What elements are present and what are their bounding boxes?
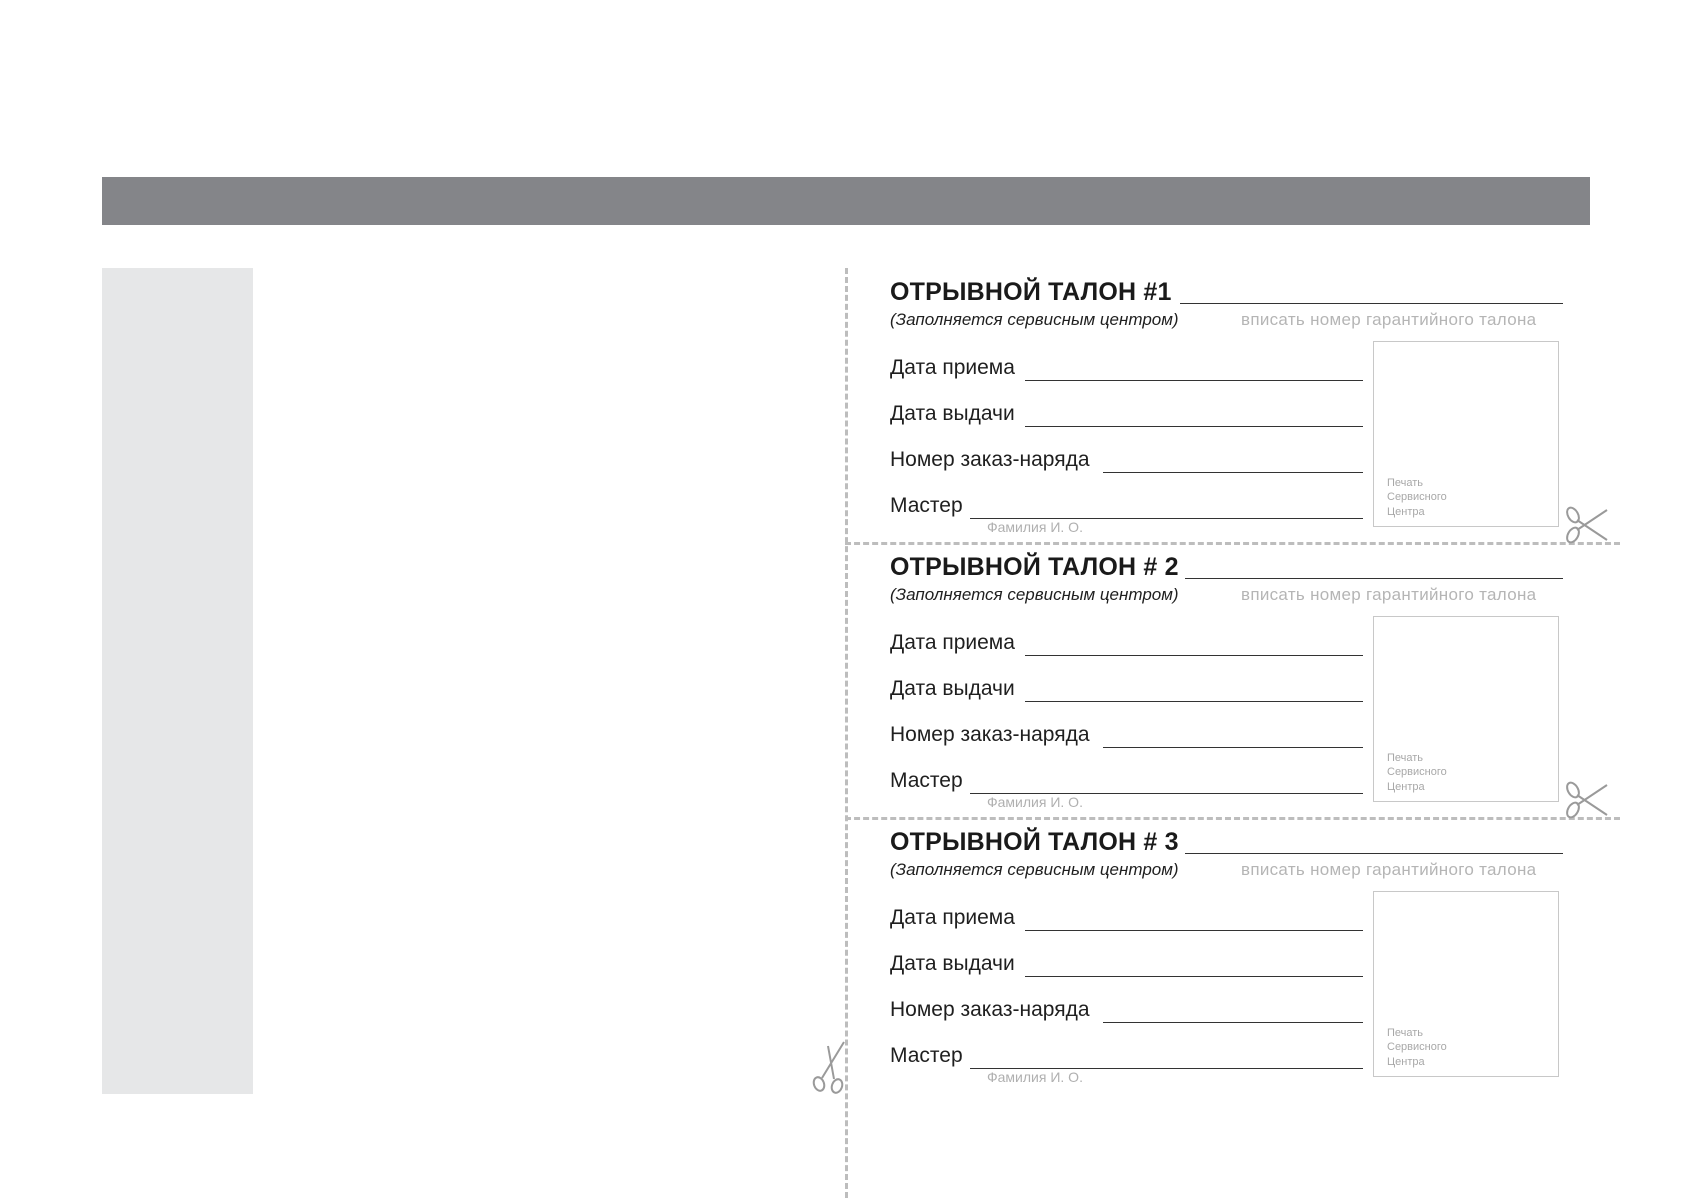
issued-date-field[interactable]	[1025, 701, 1363, 702]
received-date-label: Дата приема	[890, 906, 1015, 929]
side-panel	[102, 268, 253, 1094]
order-number-field[interactable]	[1103, 747, 1363, 748]
master-name-hint: Фамилия И. О.	[987, 519, 1083, 535]
received-date-field[interactable]	[1025, 930, 1363, 931]
issued-date-field[interactable]	[1025, 976, 1363, 977]
coupon-title: ОТРЫВНОЙ ТАЛОН # 3	[890, 828, 1179, 856]
issued-date-label: Дата выдачи	[890, 952, 1015, 975]
received-date-field[interactable]	[1025, 380, 1363, 381]
master-name-hint: Фамилия И. О.	[987, 1069, 1083, 1085]
coupon-3	[845, 818, 1620, 1093]
coupon-subtitle: (Заполняется сервисным центром)	[890, 310, 1179, 329]
warranty-number-hint: вписать номер гарантийного талона	[1241, 310, 1537, 329]
issued-date-field[interactable]	[1025, 426, 1363, 427]
coupon-title: ОТРЫВНОЙ ТАЛОН #1	[890, 278, 1172, 306]
master-label: Мастер	[890, 494, 963, 517]
scissors-icon	[810, 1040, 850, 1094]
order-number-field[interactable]	[1103, 1022, 1363, 1023]
stamp-label: Печать Сервисного Центра	[1387, 1026, 1447, 1068]
coupon-1	[845, 268, 1620, 543]
issued-date-label: Дата выдачи	[890, 402, 1015, 425]
order-number-label: Номер заказ-наряда	[890, 998, 1090, 1021]
received-date-label: Дата приема	[890, 356, 1015, 379]
issued-date-label: Дата выдачи	[890, 677, 1015, 700]
received-date-label: Дата приема	[890, 631, 1015, 654]
stamp-label: Печать Сервисного Центра	[1387, 751, 1447, 793]
received-date-field[interactable]	[1025, 655, 1363, 656]
coupon-title: ОТРЫВНОЙ ТАЛОН # 2	[890, 553, 1179, 581]
stamp-box	[1373, 341, 1559, 527]
order-number-label: Номер заказ-наряда	[890, 723, 1090, 746]
stamp-label: Печать Сервисного Центра	[1387, 476, 1447, 518]
warranty-number-line[interactable]	[1185, 853, 1563, 854]
master-label: Мастер	[890, 769, 963, 792]
coupon-subtitle: (Заполняется сервисным центром)	[890, 860, 1179, 879]
order-number-label: Номер заказ-наряда	[890, 448, 1090, 471]
warranty-number-line[interactable]	[1185, 578, 1563, 579]
master-name-hint: Фамилия И. О.	[987, 794, 1083, 810]
header-band	[102, 177, 1590, 225]
stamp-box	[1373, 891, 1559, 1077]
warranty-number-hint: вписать номер гарантийного талона	[1241, 860, 1537, 879]
master-label: Мастер	[890, 1044, 963, 1067]
stamp-box	[1373, 616, 1559, 802]
order-number-field[interactable]	[1103, 472, 1363, 473]
coupon-subtitle: (Заполняется сервисным центром)	[890, 585, 1179, 604]
coupon-2	[845, 543, 1620, 818]
warranty-number-line[interactable]	[1180, 303, 1563, 304]
warranty-number-hint: вписать номер гарантийного талона	[1241, 585, 1537, 604]
